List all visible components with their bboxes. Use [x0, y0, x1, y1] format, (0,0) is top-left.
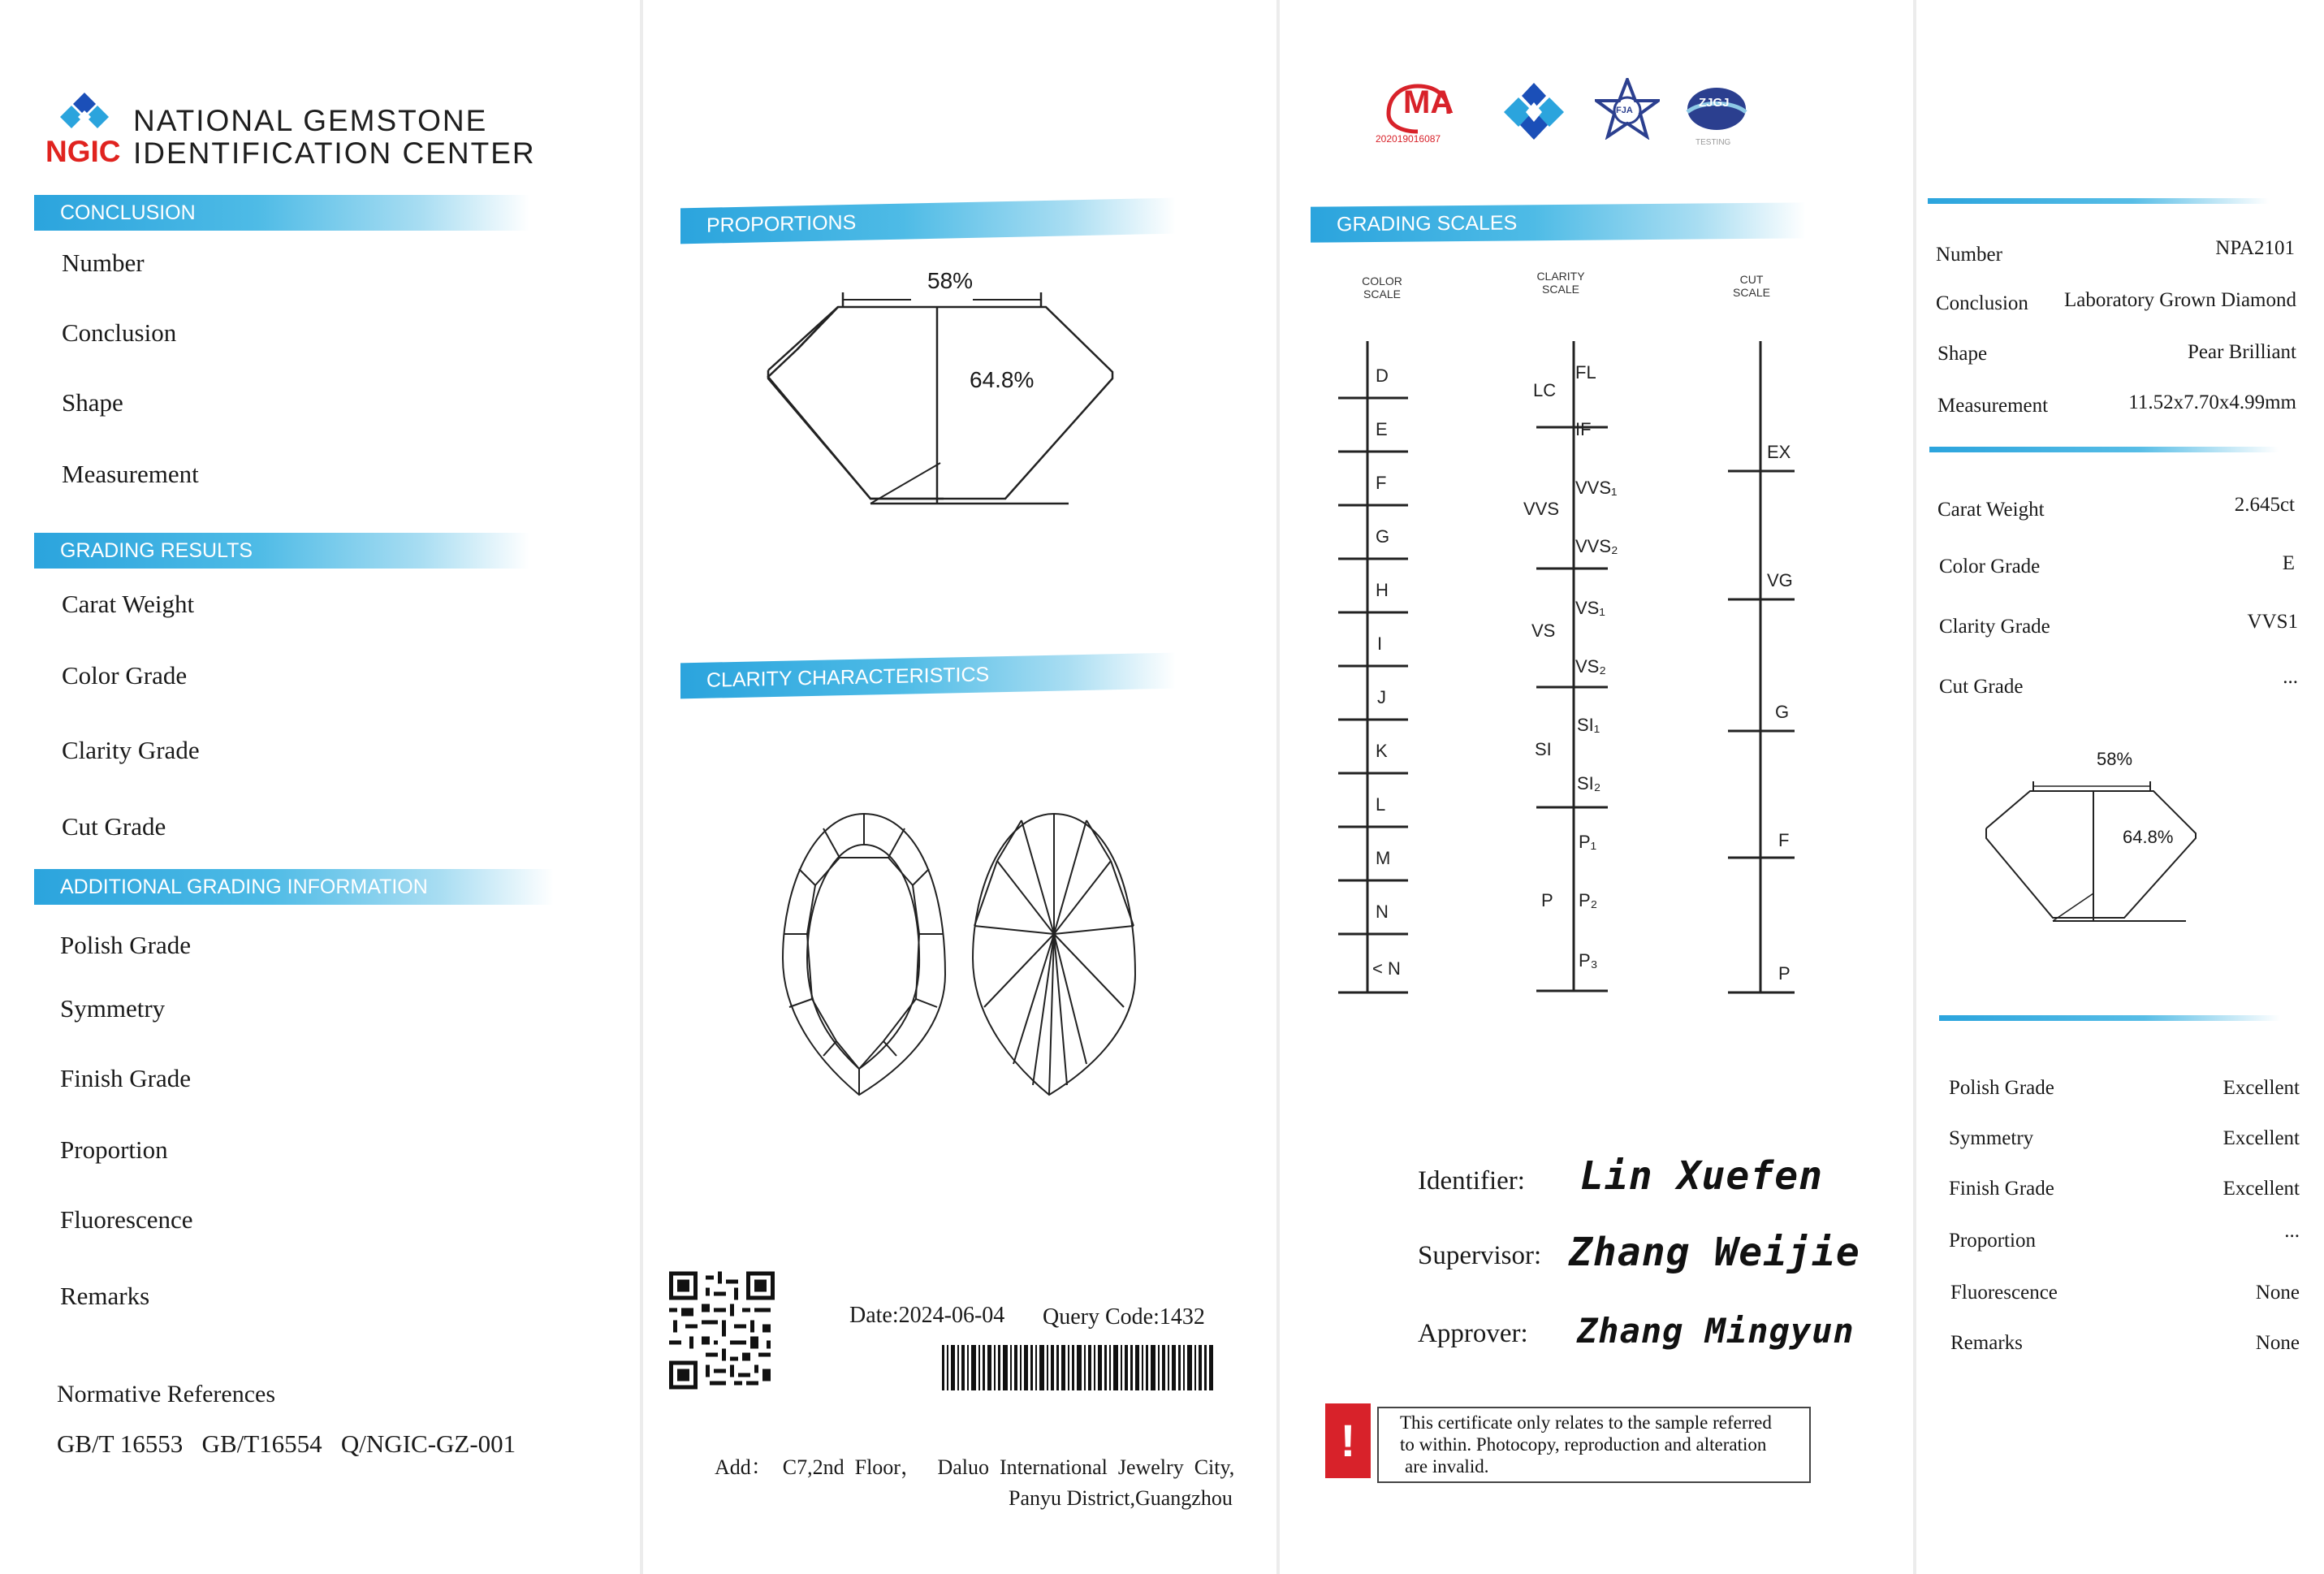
card-label-carat: Carat Weight [1937, 499, 2045, 521]
card-label-proportion: Proportion [1949, 1230, 2036, 1252]
barcode [942, 1345, 1216, 1390]
label-number: Number [62, 249, 145, 277]
label-measurement: Measurement [62, 460, 199, 488]
label-symmetry: Symmetry [60, 994, 166, 1023]
color-grade-below-n: < N [1372, 958, 1401, 979]
card-depth-pct: 64.8% [2123, 827, 2174, 847]
color-grade-g: G [1376, 526, 1390, 547]
label-cut: Cut Grade [62, 812, 166, 841]
section-grading-results: GRADING RESULTS [34, 533, 529, 569]
report-panel-1 [0, 0, 640, 1574]
report-date: Date:2024-06-04 [849, 1303, 1005, 1328]
clarity-grade-si1: SI₁ [1577, 715, 1600, 735]
card-label-cut: Cut Grade [1939, 676, 2024, 698]
card-label-conclusion: Conclusion [1936, 292, 2028, 314]
cut-grade-ex: EX [1767, 442, 1791, 462]
supervisor-label: Supervisor: [1418, 1241, 1542, 1270]
color-grade-l: L [1376, 794, 1386, 815]
cut-grade-vg: VG [1767, 570, 1793, 590]
address-line1: Add： C7,2nd Floor， Daluo International Jewelry City, [715, 1455, 1235, 1479]
color-scale-header: COLOR SCALE [1362, 275, 1402, 301]
card-value-fluorescence: None [2255, 1282, 2300, 1304]
card-label-number: Number [1936, 244, 2002, 266]
card-value-clarity: VVS1 [2247, 611, 2298, 633]
proportion-diagram [749, 268, 1138, 512]
proportion-depth-pct: 64.8% [970, 367, 1035, 392]
report-panel-3 [1280, 0, 1913, 1574]
section-proportions: PROPORTIONS [680, 198, 1176, 244]
color-grade-f: F [1376, 473, 1387, 493]
identifier-label: Identifier: [1418, 1166, 1525, 1196]
clarity-grade-p2: P₂ [1579, 890, 1598, 910]
warning-text: This certificate only relates to the sample referred to within. Photocopy, reproduction and alteration are invalid. [1400, 1412, 1772, 1477]
clarity-group-p: P [1541, 890, 1553, 910]
color-grade-j: J [1377, 687, 1386, 707]
address-line2: Panyu District,Guangzhou [1009, 1486, 1233, 1510]
clarity-grade-si2: SI₂ [1577, 773, 1601, 793]
zjgj-mark-text: ZJGJ [1699, 96, 1730, 110]
ngic-logo-icon [52, 91, 117, 138]
clarity-group-lc: LC [1533, 380, 1557, 400]
card-label-remarks: Remarks [1950, 1332, 2023, 1354]
card-value-finish: Excellent [2222, 1178, 2300, 1200]
section-additional: ADDITIONAL GRADING INFORMATION [34, 869, 554, 905]
clarity-grade-vvs2: VVS₂ [1575, 536, 1618, 556]
label-clarity: Clarity Grade [62, 736, 200, 764]
card-value-proportion: ... [2284, 1220, 2300, 1242]
clarity-group-vvs: VVS [1523, 499, 1560, 519]
card-value-remarks: None [2255, 1332, 2300, 1354]
card-rule-bottom [1939, 1015, 2280, 1021]
card-label-polish: Polish Grade [1949, 1077, 2054, 1099]
card-label-measurement: Measurement [1937, 395, 2049, 417]
card-label-clarity: Clarity Grade [1939, 616, 2050, 638]
clarity-grade-fl: FL [1575, 362, 1596, 383]
card-value-carat: 2.645ct [2234, 494, 2295, 516]
supervisor-signature: Zhang Weijie [1569, 1230, 1860, 1275]
label-remarks: Remarks [60, 1282, 150, 1310]
clarity-grade-vs1: VS₁ [1575, 598, 1605, 618]
logo-title-line2: IDENTIFICATION CENTER [133, 136, 536, 170]
card-value-polish: Excellent [2222, 1077, 2300, 1099]
card-value-color: E [2282, 552, 2295, 574]
card-rule-top [1928, 198, 2269, 204]
card-label-shape: Shape [1937, 343, 1988, 365]
card-label-fluorescence: Fluorescence [1950, 1282, 2058, 1304]
proportion-table-pct: 58% [927, 268, 974, 293]
section-conclusion: CONCLUSION [34, 195, 529, 231]
clarity-group-si: SI [1535, 739, 1552, 759]
card-label-color: Color Grade [1939, 556, 2041, 577]
clarity-grade-vs2: VS₂ [1575, 656, 1606, 677]
cut-grade-f: F [1778, 830, 1790, 850]
card-value-symmetry: Excellent [2222, 1127, 2300, 1149]
card-rule-middle [1929, 447, 2279, 452]
logo-abbr: NGIC [45, 135, 121, 168]
clarity-group-vs: VS [1531, 621, 1556, 641]
color-grade-h: H [1376, 580, 1389, 600]
label-color: Color Grade [62, 661, 188, 690]
section-grading-scales: GRADING SCALES [1311, 202, 1806, 242]
card-value-shape: Pear Brilliant [2188, 341, 2296, 363]
card-value-number: NPA2101 [2215, 237, 2295, 259]
card-proportion-diagram [1981, 772, 2225, 926]
cma-mark-text: MA [1403, 84, 1454, 120]
card-label-symmetry: Symmetry [1949, 1127, 2034, 1149]
cut-grade-p: P [1778, 963, 1791, 984]
label-carat: Carat Weight [62, 590, 195, 618]
clarity-scale-header: CLARITY SCALE [1536, 270, 1585, 296]
color-grade-d: D [1376, 365, 1389, 386]
color-grade-e: E [1376, 419, 1388, 439]
color-grade-m: M [1376, 848, 1391, 868]
query-code: Query Code:1432 [1043, 1304, 1205, 1330]
cma-mark-number: 202019016087 [1376, 133, 1441, 145]
color-grade-n: N [1376, 902, 1389, 922]
clarity-grade-if: IF [1575, 419, 1592, 439]
color-grade-i: I [1377, 633, 1383, 654]
cut-scale-header: CUT SCALE [1733, 273, 1770, 299]
zjgj-mark-subtext: TESTING [1695, 138, 1731, 147]
label-polish: Polish Grade [60, 931, 192, 959]
card-value-conclusion: Laboratory Grown Diamond [2063, 289, 2296, 311]
label-shape: Shape [62, 388, 123, 417]
identifier-signature: Lin Xuefen [1580, 1153, 1823, 1199]
clarity-grade-p1: P₁ [1579, 832, 1597, 852]
normative-refs: GB/T 16553 GB/T16554 Q/NGIC-GZ-001 [57, 1429, 516, 1458]
clarity-grade-p3: P₃ [1579, 950, 1598, 971]
qr-code [669, 1270, 775, 1390]
logo-title-line1: NATIONAL GEMSTONE [133, 104, 488, 137]
clarity-plot-crown [775, 812, 1164, 1105]
card-value-measurement: 11.52x7.70x4.99mm [2128, 391, 2296, 413]
warning-icon: ! [1325, 1403, 1371, 1478]
clarity-grade-vvs1: VVS₁ [1575, 478, 1618, 498]
label-conclusion: Conclusion [62, 318, 177, 347]
summary-card [1916, 0, 2324, 1574]
normative-title: Normative References [57, 1381, 276, 1408]
label-finish: Finish Grade [60, 1064, 192, 1092]
label-fluorescence: Fluorescence [60, 1205, 193, 1234]
report-panel-2 [643, 0, 1276, 1574]
fja-mark-text: FJA [1616, 106, 1633, 115]
color-grade-k: K [1376, 741, 1388, 761]
card-value-cut: ... [2283, 666, 2298, 688]
grading-scales-lines [1280, 0, 1913, 1023]
card-label-finish: Finish Grade [1949, 1178, 2054, 1200]
cut-grade-g: G [1775, 702, 1790, 722]
approver-signature: Zhang Mingyun [1577, 1311, 1855, 1351]
label-proportion: Proportion [60, 1135, 168, 1164]
approver-label: Approver: [1418, 1319, 1528, 1348]
section-clarity-characteristics: CLARITY CHARACTERISTICS [680, 653, 1176, 699]
card-table-pct: 58% [2097, 749, 2133, 769]
